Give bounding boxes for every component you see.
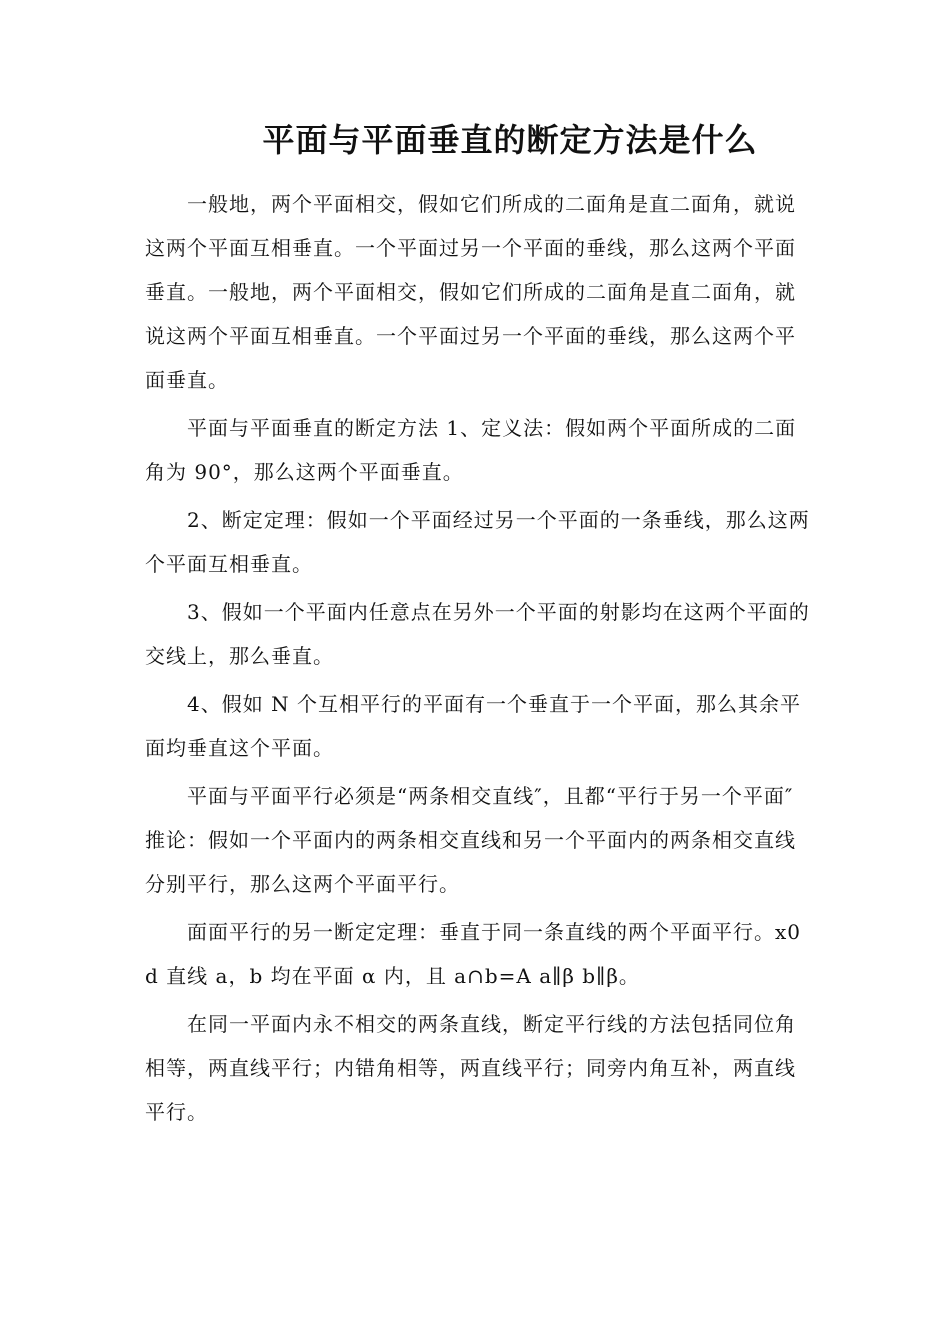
- paragraph-8: 在同一平面内永不相交的两条直线，断定平行线的方法包括同位角相等，两直线平行；内错角相等，两直线平行；同旁内角互补，两直线平行。: [145, 1012, 796, 1124]
- page-title: 平面与平面垂直的断定方法是什么: [262, 121, 758, 159]
- paragraph-7: 面面平行的另一断定定理：垂直于同一条直线的两个平面平行。x0d 直线 a，b 均在平面 α 内，且 a∩b=A a∥β b∥β。: [145, 920, 802, 988]
- document-body: [145, 182, 810, 1138]
- paragraph-2: 平面与平面垂直的断定方法 1、定义法：假如两个平面所成的二面角为 90°，那么这两个平面垂直。: [145, 416, 797, 484]
- paragraph-1: 一般地，两个平面相交，假如它们所成的二面角是直二面角，就说这两个平面互相垂直。一个平面过另一个平面的垂线，那么这两个平面垂直。一般地，两个平面相交，假如它们所成的二面角是直二面角，就说这两个平面互相垂直。一个平面过另一个平面的垂线，那么这两个平面垂直。: [145, 192, 796, 392]
- paragraph-6: 平面与平面平行必须是“两条相交直线″，且都“平行于另一个平面″推论：假如一个平面内的两条相交直线和另一个平面内的两条相交直线分别平行，那么这两个平面平行。: [145, 784, 796, 896]
- paragraph-5: 4、假如 N 个互相平行的平面有一个垂直于一个平面，那么其余平面均垂直这个平面。: [145, 692, 801, 760]
- paragraph-4: 3、假如一个平面内任意点在另外一个平面的射影均在这两个平面的交线上，那么垂直。: [145, 600, 810, 668]
- paragraph-3: 2、断定定理：假如一个平面经过另一个平面的一条垂线，那么这两个平面互相垂直。: [145, 508, 810, 576]
